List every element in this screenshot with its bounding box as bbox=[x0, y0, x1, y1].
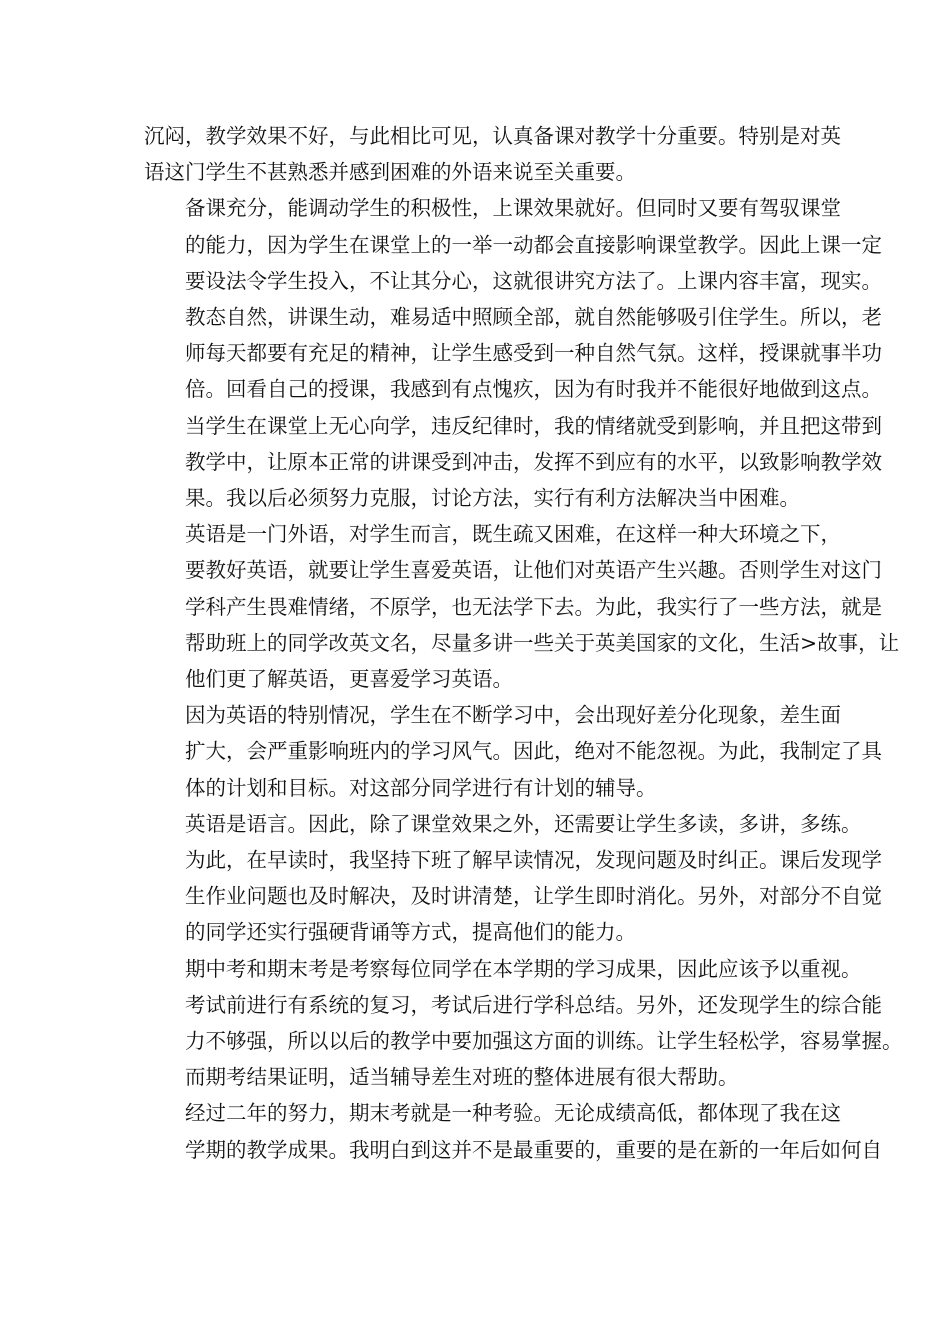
text-line: 英语是语言。因此，除了课堂效果之外，还需要让学生多读，多讲，多练。 bbox=[185, 811, 862, 836]
paragraph bbox=[144, 806, 882, 951]
text-line: 生作业问题也及时解决，及时讲清楚，让学生即时消化。另外，对部分不自觉 bbox=[185, 884, 882, 909]
text-line: 的能力，因为学生在课堂上的一举一动都会直接影响课堂教学。因此上课一定 bbox=[185, 232, 882, 257]
text-line: 考试前进行有系统的复习，考试后进行学科总结。另外，还发现学生的综合能 bbox=[185, 992, 882, 1017]
paragraph bbox=[144, 118, 841, 190]
text-line: 备课充分，能调动学生的积极性，上课效果就好。但同时又要有驾驭课堂 bbox=[185, 196, 841, 221]
text-line: 扩大，会严重影响班内的学习风气。因此，绝对不能忽视。为此，我制定了具 bbox=[185, 739, 882, 764]
text-line: 学科产生畏难情绪，不原学，也无法学下去。为此，我实行了一些方法，就是 bbox=[185, 594, 882, 619]
text-line: 倍。回看自己的授课，我感到有点愧疚，因为有时我并不能很好地做到这点。 bbox=[185, 377, 882, 402]
text-line: 经过二年的努力，期末考就是一种考验。无论成绩高低，都体现了我在这 bbox=[185, 1101, 841, 1126]
paragraph bbox=[144, 516, 900, 697]
text-line: 为此，在早读时，我坚持下班了解早读情况，发现问题及时纠正。课后发现学 bbox=[185, 848, 882, 873]
text-line: 的同学还实行强硬背诵等方式，提高他们的能力。 bbox=[185, 920, 636, 945]
paragraph bbox=[144, 190, 882, 516]
text-line: 英语是一门外语，对学生而言，既生疏又困难，在这样一种大环境之下， bbox=[185, 522, 841, 547]
text-line: 力不够强，所以以后的教学中要加强这方面的训练。让学生轻松学，容易掌握。 bbox=[185, 1029, 903, 1054]
text-line: 学期的教学成果。我明白到这并不是最重要的，重要的是在新的一年后如何自 bbox=[185, 1137, 882, 1162]
text-line: 体的计划和目标。对这部分同学进行有计划的辅导。 bbox=[185, 775, 657, 800]
text-line: 果。我以后必须努力克服，讨论方法，实行有利方法解决当中困难。 bbox=[185, 486, 800, 511]
text-line: 要设法令学生投入，不让其分心，这就很讲究方法了。上课内容丰富，现实。 bbox=[185, 268, 882, 293]
paragraph bbox=[144, 697, 882, 806]
text-line: 教态自然，讲课生动，难易适中照顾全部，就自然能够吸引住学生。所以，老 bbox=[185, 305, 882, 330]
paragraph bbox=[144, 1095, 882, 1167]
document-body bbox=[144, 118, 903, 1168]
text-line: 沉闷，教学效果不好，与此相比可见，认真备课对教学十分重要。特别是对英 bbox=[144, 124, 841, 148]
text-line: 而期考结果证明，适当辅导差生对班的整体进展有很大帮助。 bbox=[185, 1065, 739, 1090]
text-line: 当学生在课堂上无心向学，违反纪律时，我的情绪就受到影响，并且把这带到 bbox=[185, 413, 882, 438]
text-line: 语这门学生不甚熟悉并感到困难的外语来说至关重要。 bbox=[144, 160, 636, 185]
text-line: 教学中，让原本正常的讲课受到冲击，发挥不到应有的水平，以致影响教学效 bbox=[185, 449, 882, 474]
text-line: 期中考和期末考是考察每位同学在本学期的学习成果，因此应该予以重视。 bbox=[185, 956, 862, 981]
text-line: 师每天都要有充足的精神，让学生感受到一种自然气氛。这样，授课就事半功 bbox=[185, 341, 882, 366]
paragraph bbox=[144, 951, 903, 1096]
text-line: 要教好英语，就要让学生喜爱英语，让他们对英语产生兴趣。否则学生对这门 bbox=[185, 558, 882, 583]
text-line: 帮助班上的同学改英文名，尽量多讲一些关于英美国家的文化，生活>故事，让 bbox=[185, 630, 900, 655]
text-line: 因为英语的特别情况，学生在不断学习中，会出现好差分化现象，差生面 bbox=[185, 703, 841, 728]
text-line: 他们更了解英语，更喜爱学习英语。 bbox=[185, 667, 513, 692]
